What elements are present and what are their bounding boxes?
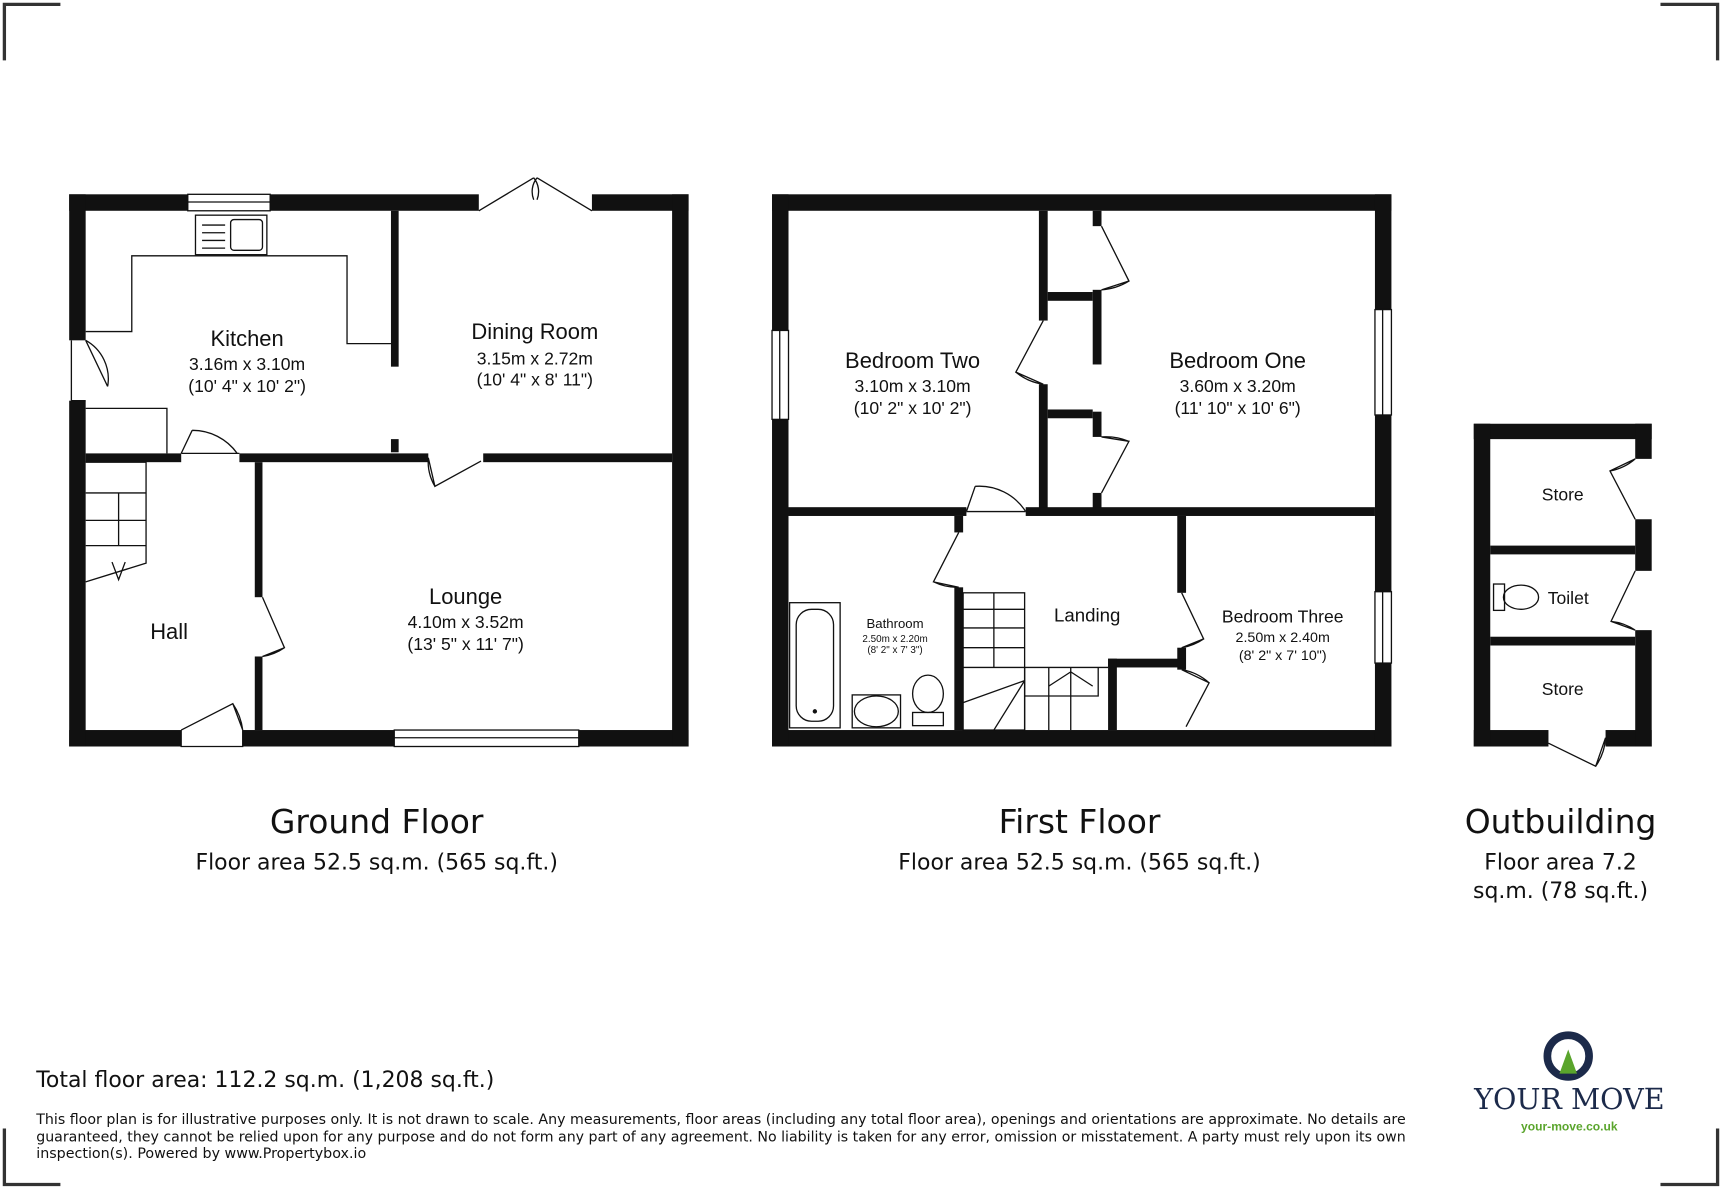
outbuilding-labels: [1542, 485, 1589, 699]
bedroom-two-imperial: (10' 2" x 10' 2"): [853, 397, 972, 418]
bathroom-metric: 2.50m x 2.20m: [862, 634, 928, 646]
bedroom-one-imperial: (11' 10" x 10' 6"): [1174, 397, 1301, 418]
total-floor-area: Total floor area: 112.2 sq.m. (1,208 sq.ft.): [36, 1067, 495, 1093]
toilet-name: Toilet: [1547, 587, 1589, 608]
logo-url-text: your-move.co.uk: [1521, 1119, 1618, 1134]
bedroom-one-metric: 3.60m x 3.20m: [1179, 375, 1296, 396]
first-floor-title: First Floor: [998, 802, 1161, 842]
your-move-logo: [1473, 1035, 1664, 1134]
bedroom-two-metric: 3.10m x 3.10m: [854, 375, 971, 396]
bedroom-one-name: Bedroom One: [1169, 347, 1307, 373]
lounge-imperial: (13' 5" x 11' 7"): [407, 633, 524, 654]
store-top-name: Store: [1541, 484, 1584, 505]
disclaimer-line-2: guaranteed, they cannot be relied upon for any purpose and do not form any part of any agreement. No liability is taken for any error, omission or misstatement. A party must rely upon its own: [36, 1129, 1406, 1146]
disclaimer-line-3: inspection(s). Powered by www.Propertybox.io: [36, 1146, 367, 1163]
bedroom-three-metric: 2.50m x 2.40m: [1235, 630, 1330, 647]
dining-room-imperial: (10' 4" x 8' 11"): [476, 369, 594, 390]
landing-name: Landing: [1054, 604, 1121, 626]
outbuilding-area-line1: Floor area 7.2: [1484, 850, 1637, 876]
ground-floor-plan: [69, 178, 688, 747]
bedroom-two-name: Bedroom Two: [845, 347, 981, 373]
lounge-name: Lounge: [428, 583, 503, 609]
first-floor-area: Floor area 52.5 sq.m. (565 sq.ft.): [898, 850, 1261, 876]
bathroom-imperial: (8' 2" x 7' 3"): [867, 645, 923, 657]
bedroom-three-imperial: (8' 2" x 7' 10"): [1238, 647, 1327, 664]
dining-room-name: Dining Room: [471, 319, 599, 345]
lounge-metric: 4.10m x 3.52m: [407, 611, 524, 632]
hall-name: Hall: [150, 618, 189, 644]
dining-room-metric: 3.15m x 2.72m: [476, 348, 593, 369]
outbuilding-title: Outbuilding: [1464, 802, 1657, 842]
logo-brand-text: YOUR MOVE: [1474, 1082, 1665, 1116]
ground-floor-area: Floor area 52.5 sq.m. (565 sq.ft.): [195, 850, 558, 876]
ground-floor-title: Ground Floor: [269, 802, 484, 842]
disclaimer-line-1: This floor plan is for illustrative purposes only. It is not drawn to scale. Any measurements, floor areas (including any total floor area), openings and orientations are approximate. No details are: [35, 1112, 1406, 1129]
kitchen-imperial: (10' 4" x 10' 2"): [188, 375, 306, 396]
outbuilding-area-line2: sq.m. (78 sq.ft.): [1473, 879, 1649, 904]
ground-floor-labels: [150, 319, 598, 654]
bathroom-name: Bathroom: [866, 615, 924, 631]
kitchen-metric: 3.16m x 3.10m: [189, 353, 306, 374]
kitchen-name: Kitchen: [210, 325, 284, 351]
store-bottom-name: Store: [1541, 678, 1584, 699]
bedroom-three-name: Bedroom Three: [1221, 606, 1344, 627]
